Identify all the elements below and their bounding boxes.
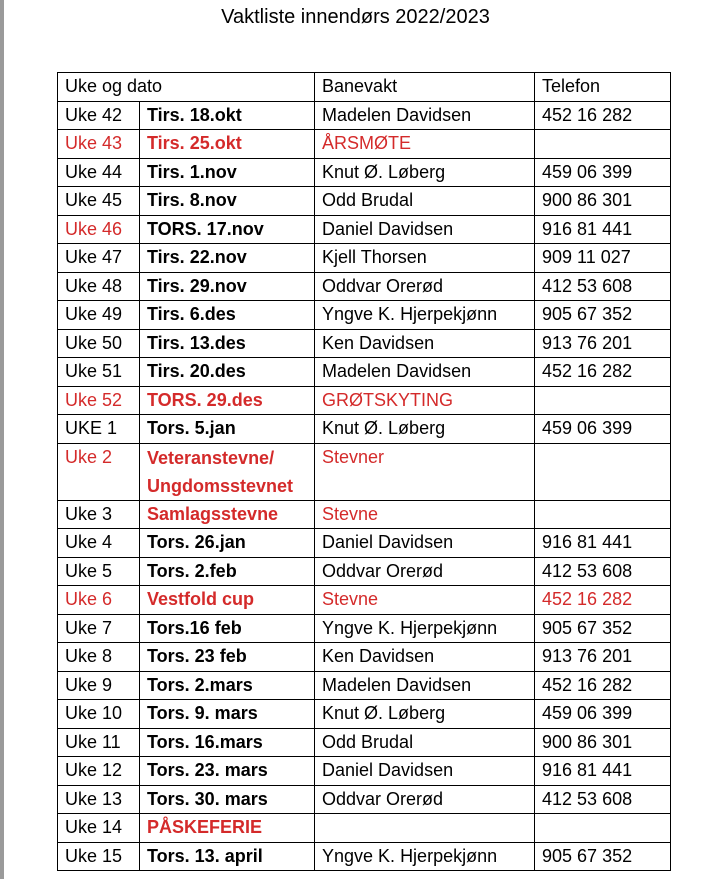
table-row [58,614,671,643]
row-guard: Knut Ø. Løberg [315,158,535,187]
row-guard: Knut Ø. Løberg [315,700,535,729]
row-date: Tirs. 1.nov [140,158,315,187]
row-guard: Oddvar Orerød [315,272,535,301]
row-date: Tors. 2.mars [140,671,315,700]
row-guard: Yngve K. Hjerpekjønn [315,614,535,643]
table-row [58,415,671,444]
row-phone: 905 67 352 [535,842,671,871]
row-date: Samlagsstevne [140,500,315,529]
row-guard: Oddvar Orerød [315,785,535,814]
row-guard: Yngve K. Hjerpekjønn [315,301,535,330]
row-date: Tors. 30. mars [140,785,315,814]
row-phone: 459 06 399 [535,415,671,444]
row-phone: 909 11 027 [535,244,671,273]
row-week: Uke 47 [58,244,140,273]
table-row [58,586,671,615]
row-date-line: Ungdomsstevnet [147,475,294,496]
row-guard [315,814,535,843]
row-guard: Odd Brudal [315,728,535,757]
table-row [58,814,671,843]
row-week: Uke 48 [58,272,140,301]
row-week: Uke 12 [58,757,140,786]
row-date: Tirs. 29.nov [140,272,315,301]
table-row [58,187,671,216]
row-week: Uke 15 [58,842,140,871]
row-phone [535,443,671,500]
duty-roster-table [57,72,671,871]
table-row [58,643,671,672]
table-row [58,244,671,273]
page-left-edge [0,0,4,879]
row-week: Uke 45 [58,187,140,216]
row-week: UKE 1 [58,415,140,444]
row-guard: Stevner [315,443,535,500]
row-week: Uke 14 [58,814,140,843]
row-week: Uke 9 [58,671,140,700]
row-phone: 913 76 201 [535,329,671,358]
row-phone [535,386,671,415]
header-phone: Telefon [535,73,671,102]
row-date: Tirs. 25.okt [140,130,315,159]
row-week: Uke 46 [58,215,140,244]
row-date: Tirs. 6.des [140,301,315,330]
row-week: Uke 10 [58,700,140,729]
row-week: Uke 13 [58,785,140,814]
table-row [58,500,671,529]
row-date: Tirs. 22.nov [140,244,315,273]
row-week: Uke 11 [58,728,140,757]
row-date: TORS. 29.des [140,386,315,415]
row-date: Tors. 23 feb [140,643,315,672]
row-week: Uke 52 [58,386,140,415]
row-date [140,443,315,500]
row-phone: 913 76 201 [535,643,671,672]
row-date: Tors. 16.mars [140,728,315,757]
table-row [58,785,671,814]
row-date: Tors.16 feb [140,614,315,643]
row-date: Tirs. 20.des [140,358,315,387]
row-phone: 459 06 399 [535,158,671,187]
table-row [58,757,671,786]
row-date: Tors. 13. april [140,842,315,871]
row-phone: 900 86 301 [535,187,671,216]
row-week: Uke 3 [58,500,140,529]
table-row [58,101,671,130]
row-phone: 412 53 608 [535,785,671,814]
table-row [58,358,671,387]
row-date: Tors. 9. mars [140,700,315,729]
row-phone: 412 53 608 [535,557,671,586]
row-phone: 900 86 301 [535,728,671,757]
row-date: Tors. 26.jan [140,529,315,558]
row-guard: Stevne [315,586,535,615]
header-week-date: Uke og dato [58,73,315,102]
row-guard: Daniel Davidsen [315,215,535,244]
row-phone [535,500,671,529]
row-phone: 452 16 282 [535,358,671,387]
row-week: Uke 7 [58,614,140,643]
row-guard: Ken Davidsen [315,643,535,672]
header-guard: Banevakt [315,73,535,102]
row-date: Tirs. 18.okt [140,101,315,130]
table-row [58,272,671,301]
row-phone: 452 16 282 [535,671,671,700]
row-phone: 916 81 441 [535,215,671,244]
row-week: Uke 51 [58,358,140,387]
table-row [58,130,671,159]
row-guard: Knut Ø. Løberg [315,415,535,444]
row-phone: 459 06 399 [535,700,671,729]
row-phone: 412 53 608 [535,272,671,301]
row-date: Tirs. 13.des [140,329,315,358]
row-week: Uke 42 [58,101,140,130]
row-week: Uke 50 [58,329,140,358]
row-phone [535,130,671,159]
row-date: Vestfold cup [140,586,315,615]
row-week: Uke 2 [58,443,140,500]
table-row [58,671,671,700]
row-date: Tors. 23. mars [140,757,315,786]
table-row [58,329,671,358]
row-guard: Kjell Thorsen [315,244,535,273]
table-row [58,301,671,330]
row-guard: Oddvar Orerød [315,557,535,586]
table-row [58,529,671,558]
row-week: Uke 49 [58,301,140,330]
table-row [58,728,671,757]
row-guard: Madelen Davidsen [315,358,535,387]
table-row [58,700,671,729]
table-row [58,842,671,871]
row-phone: 905 67 352 [535,614,671,643]
row-guard: Daniel Davidsen [315,757,535,786]
document-title: Vaktliste innendørs 2022/2023 [221,6,490,28]
row-week: Uke 43 [58,130,140,159]
row-guard: Daniel Davidsen [315,529,535,558]
row-week: Uke 5 [58,557,140,586]
row-guard: Odd Brudal [315,187,535,216]
row-week: Uke 6 [58,586,140,615]
row-date: Tors. 5.jan [140,415,315,444]
row-guard: Madelen Davidsen [315,671,535,700]
row-date: Tirs. 8.nov [140,187,315,216]
row-guard: Yngve K. Hjerpekjønn [315,842,535,871]
row-date: TORS. 17.nov [140,215,315,244]
row-phone [535,814,671,843]
row-phone: 916 81 441 [535,529,671,558]
table-header-row [58,73,671,102]
row-phone: 452 16 282 [535,101,671,130]
table-row [58,386,671,415]
table-row [58,158,671,187]
row-guard: Ken Davidsen [315,329,535,358]
table-row [58,215,671,244]
row-phone: 905 67 352 [535,301,671,330]
row-week: Uke 8 [58,643,140,672]
row-phone: 916 81 441 [535,757,671,786]
row-week: Uke 4 [58,529,140,558]
row-guard: Madelen Davidsen [315,101,535,130]
row-date: PÅSKEFERIE [140,814,315,843]
row-phone: 452 16 282 [535,586,671,615]
row-date-line: Veteranstevne/ [147,447,275,468]
row-guard: Stevne [315,500,535,529]
row-week: Uke 44 [58,158,140,187]
table-row [58,443,671,500]
row-guard: ÅRSMØTE [315,130,535,159]
row-date: Tors. 2.feb [140,557,315,586]
row-guard: GRØTSKYTING [315,386,535,415]
table-row [58,557,671,586]
